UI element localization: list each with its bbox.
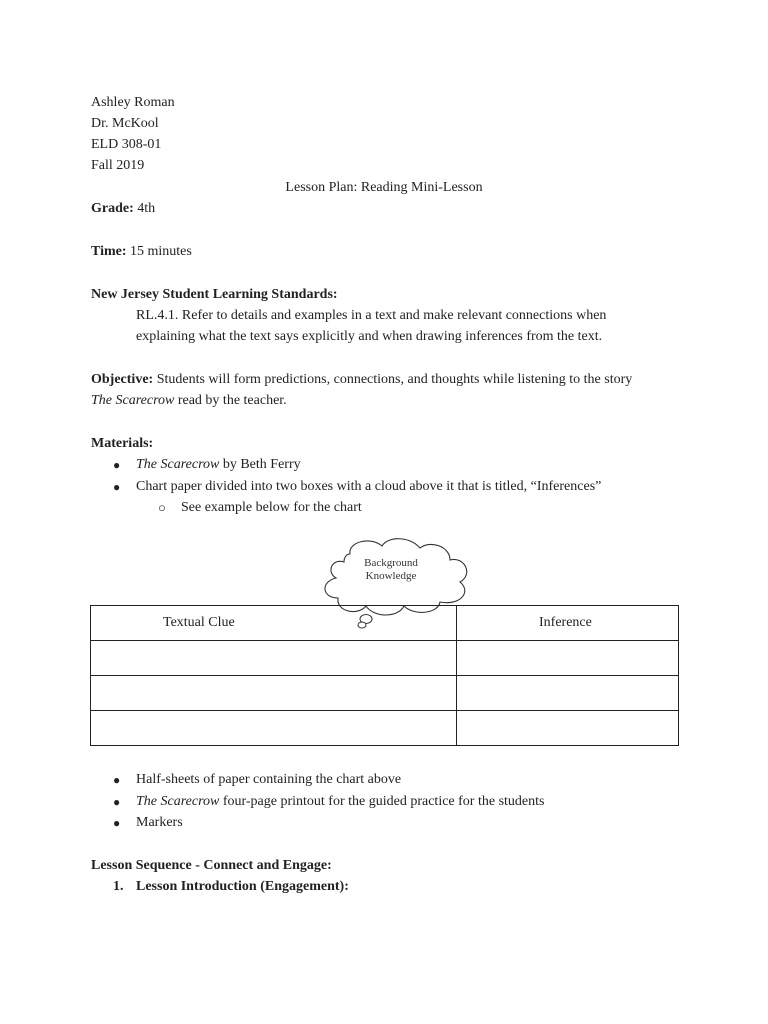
table-cell [457, 711, 679, 746]
page-title: Lesson Plan: Reading Mini-Lesson [285, 180, 483, 195]
standards-heading: New Jersey Student Learning Standards: [91, 287, 338, 302]
standards-text-line-2: explaining what the text says explicitly and when drawing inferences from the text. [136, 329, 603, 344]
materials-heading: Materials: [91, 436, 154, 451]
materials-item-half-sheets: Half-sheets of paper containing the chart above [136, 772, 402, 787]
author-name: Ashley Roman [91, 95, 175, 110]
inference-chart-table [90, 605, 679, 746]
objective-text-rest: read by the teacher. [174, 393, 287, 408]
bullet-glyph: ● [113, 816, 121, 830]
objective-book-title: The Scarecrow [91, 393, 175, 408]
table-cell [91, 711, 457, 746]
cloud-label-line-1: Background [364, 557, 418, 569]
time-value: 15 minutes [126, 244, 192, 259]
table-cell [457, 641, 679, 676]
table-row [91, 711, 679, 746]
course-code: ELD 308-01 [91, 137, 162, 152]
table-header-row [91, 606, 679, 641]
table-cell [457, 676, 679, 711]
printout-book-title: The Scarecrow [136, 794, 220, 809]
sequence-item-number: 1. [113, 879, 124, 894]
materials-book-title: The Scarecrow [136, 457, 220, 472]
printout-description: four-page printout for the guided practice for the students [219, 794, 545, 809]
cloud-label [318, 557, 464, 583]
header-textual-clue: Textual Clue [91, 606, 457, 641]
bullet-glyph: ● [113, 773, 121, 787]
objective-line-1 [91, 371, 632, 389]
time-line [91, 243, 192, 261]
objective-label: Objective: [91, 372, 154, 387]
table-cell [91, 641, 457, 676]
table-row [91, 641, 679, 676]
materials-item-markers: Markers [136, 815, 183, 830]
grade-value: 4th [133, 201, 156, 216]
materials-item-book [136, 456, 301, 474]
cloud-label-line-2: Knowledge [365, 570, 417, 582]
bullet-glyph: ● [113, 458, 121, 472]
materials-item-printout [136, 793, 544, 811]
materials-book-author: by Beth Ferry [219, 457, 301, 472]
instructor-name: Dr. McKool [91, 116, 159, 131]
bullet-glyph: ● [113, 480, 121, 494]
objective-text: Students will form predictions, connections, and thoughts while listening to the story [153, 372, 633, 387]
grade-line [91, 200, 155, 218]
table-cell [91, 676, 457, 711]
header-inference: Inference [457, 606, 679, 641]
lesson-sequence-heading: Lesson Sequence - Connect and Engage: [91, 858, 332, 873]
grade-label: Grade: [91, 201, 134, 216]
bullet-glyph: ● [113, 795, 121, 809]
table-row [91, 676, 679, 711]
term: Fall 2019 [91, 158, 145, 173]
standards-text-line-1: RL.4.1. Refer to details and examples in a text and make relevant connections when [136, 308, 607, 323]
objective-line-2 [91, 392, 287, 410]
materials-item-chart-paper: Chart paper divided into two boxes with a cloud above it that is titled, “Inferences” [136, 479, 602, 494]
time-label: Time: [91, 244, 127, 259]
materials-sub-item: See example below for the chart [181, 500, 362, 515]
sequence-item-text: Lesson Introduction (Engagement): [136, 879, 349, 894]
sub-bullet-glyph: ○ [158, 500, 166, 515]
